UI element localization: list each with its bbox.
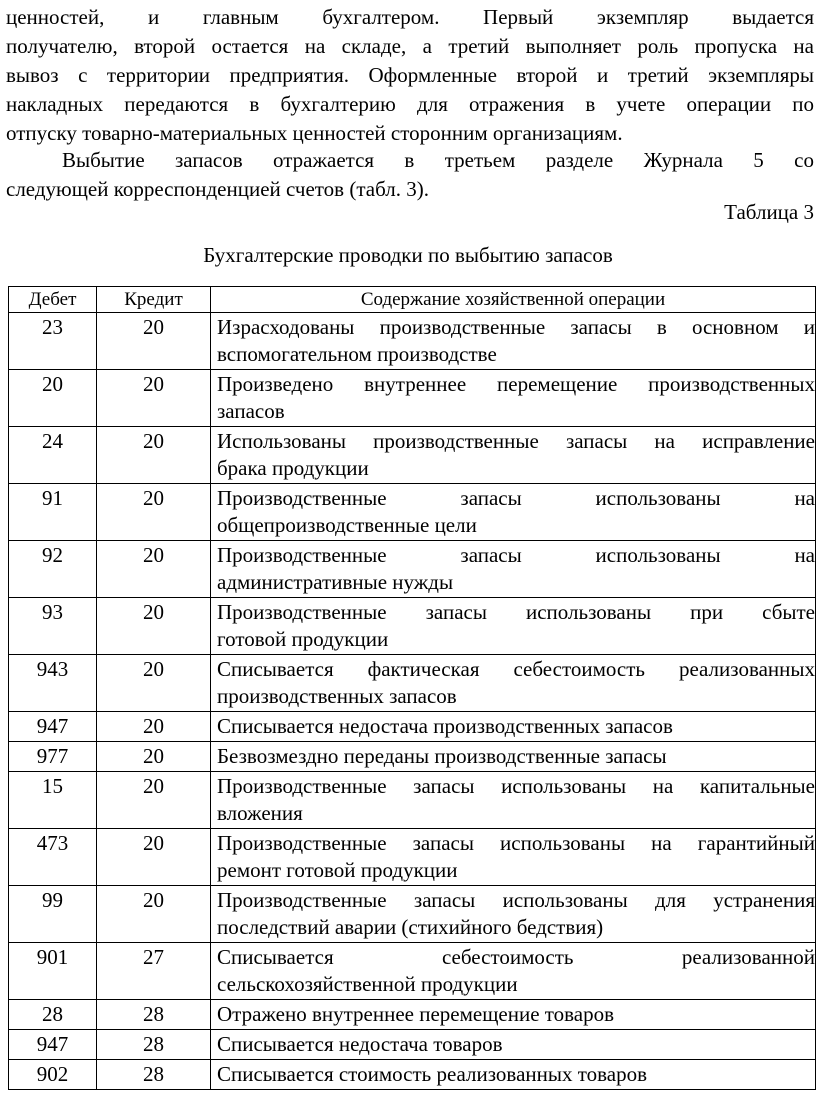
operation-line: Списывается недостача товаров — [217, 1032, 503, 1056]
credit-cell: 20 — [97, 655, 211, 712]
credit-cell: 28 — [97, 1000, 211, 1030]
table-header-row — [9, 287, 816, 313]
table-row — [9, 829, 816, 886]
operation-line: брака продукции — [217, 456, 369, 480]
credit-cell: 20 — [97, 829, 211, 886]
operation-line: Израсходованы производственные запасы в основном и — [217, 315, 815, 339]
operation-cell — [211, 1000, 816, 1030]
table-row — [9, 943, 816, 1000]
operation-cell — [211, 742, 816, 772]
postings-table — [8, 286, 816, 1090]
debit-cell: 473 — [9, 829, 97, 886]
table-row — [9, 772, 816, 829]
credit-cell: 20 — [97, 886, 211, 943]
operation-line: Списывается стоимость реализованных товаров — [217, 1062, 647, 1086]
operation-line: Производственные запасы использованы при сбыте — [217, 600, 815, 624]
operation-line: Безвозмездно переданы производственные запасы — [217, 744, 667, 768]
debit-cell: 23 — [9, 313, 97, 370]
debit-cell: 947 — [9, 712, 97, 742]
table-row — [9, 313, 816, 370]
operation-line: Списывается недостача производственных запасов — [217, 714, 673, 738]
operation-line: Использованы производственные запасы на исправление — [217, 429, 815, 453]
table-row — [9, 886, 816, 943]
paragraph-line: следующей корреспонденцией счетов (табл. 3). — [6, 177, 429, 201]
table-caption: Бухгалтерские проводки по выбытию запасов — [203, 243, 613, 267]
debit-cell: 92 — [9, 541, 97, 598]
operation-cell — [211, 886, 816, 943]
credit-cell: 20 — [97, 712, 211, 742]
credit-cell: 20 — [97, 370, 211, 427]
debit-cell: 93 — [9, 598, 97, 655]
credit-cell: 28 — [97, 1030, 211, 1060]
operation-line: Производственные запасы использованы на — [217, 486, 815, 510]
debit-cell: 947 — [9, 1030, 97, 1060]
operation-cell — [211, 943, 816, 1000]
operation-line: Отражено внутреннее перемещение товаров — [217, 1002, 615, 1026]
operation-cell — [211, 712, 816, 742]
table-row — [9, 370, 816, 427]
table-row — [9, 1030, 816, 1060]
credit-cell: 20 — [97, 313, 211, 370]
table-row — [9, 712, 816, 742]
paragraph-line: Выбытие запасов отражается в третьем разделе Журнала 5 со — [62, 148, 814, 172]
credit-cell: 27 — [97, 943, 211, 1000]
operation-cell — [211, 829, 816, 886]
debit-cell: 943 — [9, 655, 97, 712]
operation-line: Производственные запасы использованы на — [217, 543, 815, 567]
debit-cell: 977 — [9, 742, 97, 772]
operation-line: Списывается себестоимость реализованной — [217, 945, 815, 969]
operation-cell — [211, 541, 816, 598]
header-operation: Содержание хозяйственной операции — [211, 287, 816, 313]
credit-cell: 20 — [97, 427, 211, 484]
outflow-paragraph — [6, 146, 814, 204]
operation-line: административные нужды — [217, 570, 454, 594]
debit-cell: 91 — [9, 484, 97, 541]
header-debit: Дебет — [9, 287, 97, 313]
operation-cell — [211, 484, 816, 541]
operation-line: Производственные запасы использованы на капитальные — [217, 774, 815, 798]
table-row — [9, 655, 816, 712]
operation-cell — [211, 313, 816, 370]
operation-cell — [211, 1060, 816, 1090]
operation-cell — [211, 370, 816, 427]
credit-cell: 20 — [97, 484, 211, 541]
table-row — [9, 742, 816, 772]
paragraph-line: ценностей, и главным бухгалтером. Первый экземпляр выдается — [6, 5, 814, 29]
table-row — [9, 427, 816, 484]
credit-cell: 20 — [97, 742, 211, 772]
debit-cell: 28 — [9, 1000, 97, 1030]
table-row — [9, 541, 816, 598]
operation-cell — [211, 427, 816, 484]
debit-cell: 15 — [9, 772, 97, 829]
paragraph-line: получателю, второй остается на складе, а третий выполняет роль пропуска на — [6, 34, 814, 58]
paragraph-line: накладных передаются в бухгалтерию для отражения в учете операции по — [6, 92, 814, 116]
operation-line: вложения — [217, 801, 303, 825]
operation-line: запасов — [217, 399, 285, 423]
intro-paragraph — [6, 3, 814, 148]
debit-cell: 902 — [9, 1060, 97, 1090]
debit-cell: 901 — [9, 943, 97, 1000]
debit-cell: 24 — [9, 427, 97, 484]
operation-line: ремонт готовой продукции — [217, 858, 458, 882]
paragraph-line: вывоз с территории предприятия. Оформленные второй и третий экземпляры — [6, 63, 814, 87]
operation-line: вспомогательном производстве — [217, 342, 497, 366]
table-row — [9, 484, 816, 541]
operation-line: производственных запасов — [217, 684, 457, 708]
table-number: Таблица 3 — [724, 200, 814, 224]
credit-cell: 28 — [97, 1060, 211, 1090]
operation-cell — [211, 1030, 816, 1060]
operation-cell — [211, 772, 816, 829]
debit-cell: 99 — [9, 886, 97, 943]
operation-line: общепроизводственные цели — [217, 513, 477, 537]
debit-cell: 20 — [9, 370, 97, 427]
operation-line: Производственные запасы использованы на гарантийный — [217, 831, 815, 855]
table-row — [9, 1060, 816, 1090]
paragraph-line: отпуску товарно-материальных ценностей сторонним организациям. — [6, 121, 623, 145]
operation-line: Производственные запасы использованы для устранения — [217, 888, 815, 912]
operation-line: готовой продукции — [217, 627, 389, 651]
table-row — [9, 1000, 816, 1030]
credit-cell: 20 — [97, 598, 211, 655]
operation-line: последствий аварии (стихийного бедствия) — [217, 915, 604, 939]
credit-cell: 20 — [97, 541, 211, 598]
operation-cell — [211, 598, 816, 655]
header-credit: Кредит — [97, 287, 211, 313]
operation-line: сельскохозяйственной продукции — [217, 972, 518, 996]
table-row — [9, 598, 816, 655]
operation-line: Произведено внутреннее перемещение производственных — [217, 372, 815, 396]
operation-cell — [211, 655, 816, 712]
operation-line: Списывается фактическая себестоимость реализованных — [217, 657, 815, 681]
credit-cell: 20 — [97, 772, 211, 829]
